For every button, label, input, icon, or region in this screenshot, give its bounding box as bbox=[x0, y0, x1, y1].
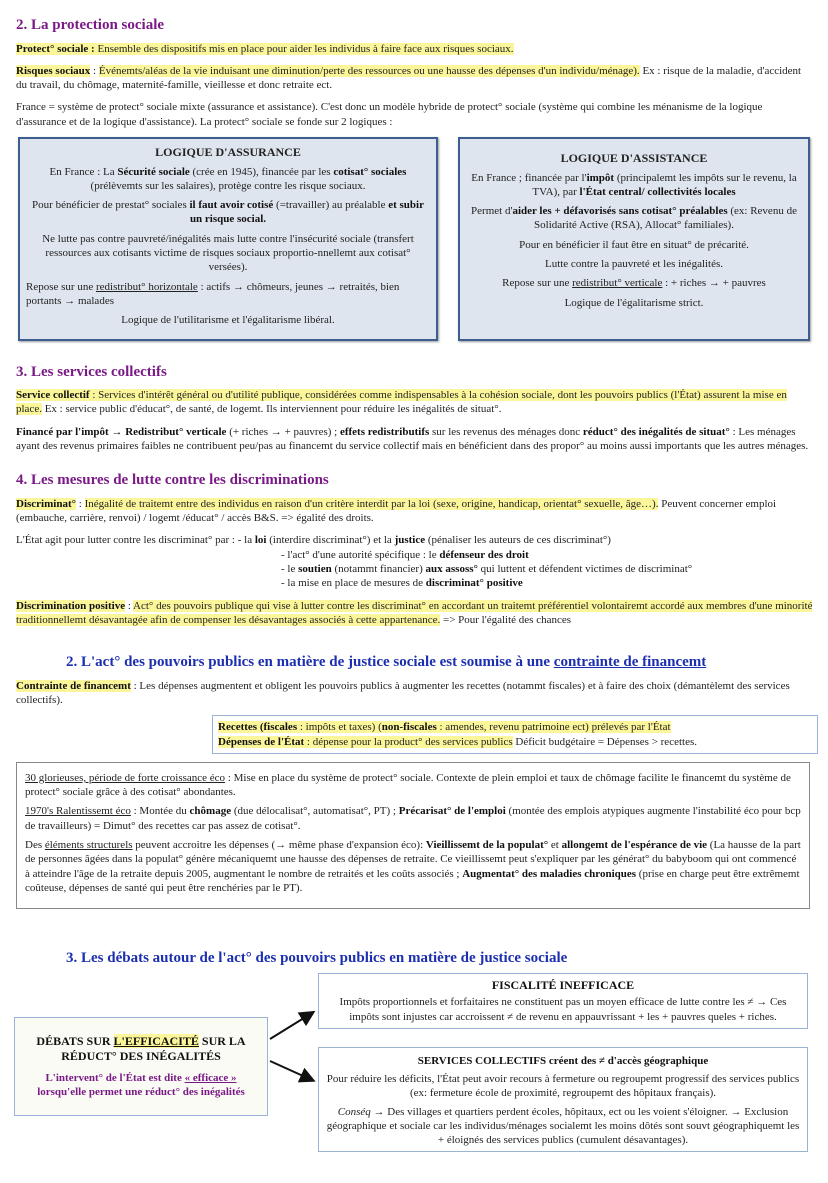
arrow-to-fiscalite-icon bbox=[270, 1013, 312, 1039]
text-segment: impôt bbox=[586, 171, 615, 184]
text-segment: aider les + défavorisés sans cotisat° préalables bbox=[512, 205, 728, 218]
box-services-collectifs-acces bbox=[318, 1047, 808, 1153]
text-segment: discriminat° positive bbox=[425, 577, 523, 590]
text-segment: Recettes (fiscales bbox=[218, 721, 298, 734]
definition-discrimination bbox=[16, 497, 814, 526]
text-segment: Ex : service public d'éducat°, de santé, de logemt. Ils interviennent pour réduire les inégalités de situat°. bbox=[41, 403, 502, 416]
text-segment: (notammt financier) bbox=[331, 562, 426, 575]
box-text bbox=[26, 232, 430, 275]
box-text bbox=[21, 1071, 261, 1100]
text-segment: - l'act° d'une autorité spécifique : le bbox=[281, 548, 440, 561]
paragraph-financement bbox=[16, 425, 814, 454]
text-segment: Discriminat° bbox=[16, 497, 77, 510]
text-segment: => Pour l'égalité des chances bbox=[440, 613, 571, 626]
text-segment: France = système de protect° sociale mixte (assurance et assistance). C'est donc un modèle hybride de protect° sociale (système qui combine les ménanisme de la logique d'assurance et de la logique d'assistance). La protect° sociale se fonde sur 2 logiques : bbox=[16, 101, 763, 128]
text-segment: allongemt de l'espérance de vie bbox=[561, 838, 708, 851]
box-logique-assurance bbox=[18, 137, 438, 341]
text-segment: : Les dépenses augmentent et obligent les pouvoirs publics à augmenter les recettes (notammt fiscales) et à faire des choix (démantèlemt des services collectifs). bbox=[16, 679, 790, 706]
list-item bbox=[281, 576, 814, 590]
text-segment: : bbox=[125, 599, 134, 612]
text-segment: Logique de l'utilitarisme et l'égalitarisme libéral. bbox=[121, 314, 335, 327]
text-segment: peuvent accroitre les dépenses (→ même phase d'expansion éco): bbox=[132, 838, 426, 851]
text-segment: et bbox=[548, 838, 562, 851]
box-text bbox=[466, 238, 802, 252]
text-segment: effets redistributifs bbox=[339, 425, 430, 438]
box-text bbox=[218, 735, 812, 749]
text-part: « efficace » bbox=[184, 1071, 237, 1084]
box-title: FISCALITÉ INEFFICACE bbox=[491, 977, 635, 992]
text-segment: → Des villages et quartiers perdent écoles, hôpitaux, ect ou les voient s'éloigner. → Exclusion géographique et sociale car les individus/ménages socialemt les moins dôtés sont souvt géographiquemt les + éloignés des services publics (cumulent désavantages). bbox=[326, 1105, 800, 1147]
text-segment: - la mise en place de mesures de bbox=[281, 577, 426, 590]
text-segment: et subir un risque social. bbox=[189, 199, 424, 226]
box-text bbox=[466, 296, 802, 310]
title-part: L'EFFICACITÉ bbox=[113, 1033, 199, 1048]
text-segment: défenseur des droit bbox=[439, 548, 529, 561]
box-text: Pour réduire les déficits, l'État peut avoir recours à fermeture ou regroupemt progressif des services publics (ex: fermeture école de proximité, regroupemt des hôpitaux français). bbox=[326, 1072, 800, 1100]
text-segment: (crée en 1945), financée par les bbox=[189, 165, 334, 178]
text-segment: Repose sur une bbox=[26, 280, 96, 293]
box-text bbox=[218, 720, 812, 734]
text-segment: Des bbox=[25, 838, 45, 851]
section-title-discriminations: 4. Les mesures de lutte contre les discriminations bbox=[16, 472, 329, 489]
logiques-row bbox=[18, 137, 810, 341]
text-segment: justice bbox=[394, 534, 426, 547]
section-title-protection-sociale: 2. La protection sociale bbox=[16, 17, 165, 33]
text-segment: Conséq bbox=[337, 1105, 371, 1118]
box-title: LOGIQUE D'ASSISTANCE bbox=[560, 150, 708, 165]
text-segment: Pour en bénéficier il faut être en situat° de précarité. bbox=[519, 238, 749, 251]
text-segment: L'État agit pour lutter contre les discriminat° par : - la bbox=[16, 534, 255, 547]
text-segment: (prélèvemts sur les salaires), protège contre les risque sociaux. bbox=[90, 179, 366, 192]
text-segment: Lutte contre la pauvreté et les inégalités. bbox=[544, 258, 724, 271]
title-text: 2. L'act° des pouvoirs publics en matière de justice sociale est soumise à une bbox=[66, 654, 554, 671]
text-segment: Vieillissemt de la populat° bbox=[425, 838, 549, 851]
text-segment: Protect° sociale : bbox=[16, 42, 95, 55]
box-text bbox=[26, 165, 430, 194]
text-segment: Risques sociaux bbox=[16, 64, 91, 77]
box-text bbox=[25, 804, 801, 833]
text-segment: : Les ménages ayant des revenus primaires faibles ne contribuent peu/pas au financemt du service collectif mais en bénéficient dans des propor° au moins aussi importants que les autres ménages. bbox=[16, 425, 809, 452]
box-contexte-historique bbox=[16, 762, 810, 909]
text-segment: : Montée du bbox=[130, 805, 190, 818]
text-segment: Logique de l'égalitarisme strict. bbox=[564, 296, 704, 309]
title-part: DÉBATS SUR bbox=[36, 1033, 114, 1048]
text-segment: : dépense pour la product° des services publics bbox=[304, 735, 513, 748]
title-part: SUR LA RÉDUCT° DES INÉGALITÉS bbox=[61, 1033, 246, 1064]
text-segment: réduct° des inégalités de situat° bbox=[582, 425, 730, 438]
box-logique-assistance bbox=[458, 137, 810, 341]
box-title: LOGIQUE D'ASSURANCE bbox=[155, 144, 301, 159]
text-segment: aux assoss° bbox=[425, 562, 478, 575]
box-text bbox=[25, 838, 801, 895]
text-segment: Précarisat° de l'emploi bbox=[398, 805, 506, 818]
text-segment: - le bbox=[281, 562, 299, 575]
text-segment: (prise en charge peut être extrêmemt coûteuse, dépenses de santé qui peut être renchéries par le PT). bbox=[25, 867, 800, 894]
text-segment: Dépenses de l'État bbox=[218, 735, 305, 748]
text-segment: redistribut° verticale bbox=[572, 277, 663, 290]
title-underlined: contrainte de financemt bbox=[553, 654, 707, 671]
text-segment: En France : La bbox=[49, 165, 118, 178]
box-text bbox=[26, 280, 430, 309]
list-item bbox=[281, 548, 814, 562]
text-segment: : bbox=[90, 64, 99, 77]
definition-contrainte-financement bbox=[16, 679, 814, 708]
text-segment: éléments structurels bbox=[44, 838, 133, 851]
text-segment: Act° des pouvoirs publique qui vise à lutter contre les discriminat° en accordant un traitemt préférentiel volontairemt accordé aux membres d'une minorité traditionnellemt désavantagée afin de compenser les désavantages associés à cette appartenance. bbox=[16, 599, 813, 626]
box-text bbox=[25, 771, 801, 800]
section-title-debats: 3. Les débats autour de l'act° des pouvoirs publics en matière de justice sociale bbox=[66, 950, 568, 967]
list-item bbox=[281, 562, 814, 576]
box-text bbox=[466, 171, 802, 200]
text-segment: Pour bénéficier de prestat° sociales bbox=[32, 199, 190, 212]
text-segment: non-fiscales bbox=[381, 721, 437, 734]
box-recettes-depenses bbox=[212, 715, 818, 754]
box-text: Impôts proportionnels et forfaitaires ne constituent pas un moyen efficace de lutte contre les ≠ → Ces impôts sont injustes car accroissent ≠ de revenu en appauvrissant + les + pauvres queles + riches. bbox=[339, 996, 787, 1023]
text-segment: l'État central/ collectivités locales bbox=[579, 185, 736, 198]
text-segment: 1970's Ralentissemt éco bbox=[25, 805, 131, 818]
section-title-contrainte-financement bbox=[66, 653, 814, 673]
text-segment: Déficit budgétaire = Dépenses > recettes. bbox=[512, 735, 697, 748]
text-segment: Contrainte de financemt bbox=[16, 679, 131, 692]
text-segment: loi bbox=[254, 534, 267, 547]
text-part: L'intervent° de l'État est dite bbox=[45, 1071, 185, 1084]
text-segment: Financé par l'impôt → Redistribut° verticale bbox=[16, 425, 227, 438]
text-segment: (montée des emplois atypiques augmente l'instabilité éco pour bcp de travailleurs) = Dimut° des recettes car pas assez de cotisat°. bbox=[25, 805, 801, 832]
text-segment: : Mise en place du système de protect° sociale. Contexte de plein emploi et taux de chômage facilite le financemt du système de protect° sociale grâce à des cotisat° abondantes. bbox=[25, 771, 791, 799]
title-part: SERVICES COLLECTIFS bbox=[417, 1054, 547, 1067]
text-segment: : Services d'intérêt général ou d'utilité publique, considérées comme indispensables à la cohésion sociale, dont les pouvoirs publics (l'État) assurent la mise en place. bbox=[16, 389, 787, 416]
debats-diagram bbox=[16, 973, 814, 1163]
box-text bbox=[466, 204, 802, 233]
box-text bbox=[466, 276, 802, 290]
text-segment: qui luttent et défendent victimes de discriminat° bbox=[477, 562, 693, 575]
text-segment: : actifs → chômeurs, jeunes → retraités, bien portants → malades bbox=[26, 280, 400, 307]
text-segment: (=travailler) au préalable bbox=[273, 199, 389, 212]
definition-risques-sociaux bbox=[16, 64, 814, 93]
section-title-services-collectifs: 3. Les services collectifs bbox=[16, 363, 167, 380]
text-segment: (pénaliser les auteurs de ces discriminat°) bbox=[425, 534, 611, 547]
text-segment: cotisat° sociales bbox=[333, 165, 407, 178]
text-segment: (principalemt les impôts sur le revenu, la TVA), par bbox=[532, 171, 797, 198]
box-title bbox=[324, 1054, 802, 1068]
text-segment: il faut avoir cotisé bbox=[189, 199, 274, 212]
text-segment: (interdire discriminat°) et la bbox=[266, 534, 395, 547]
arrows bbox=[266, 1003, 321, 1093]
text-segment: redistribut° horizontale bbox=[95, 280, 198, 293]
box-text bbox=[466, 257, 802, 271]
box-text bbox=[26, 313, 430, 327]
box-text bbox=[324, 1105, 802, 1148]
text-segment: Discrimination positive bbox=[16, 599, 126, 612]
box-text bbox=[26, 198, 430, 227]
text-segment: Événemts/aléas de la vie induisant une diminution/perte des ressources ou une hausse des dépenses d'un individu/ménage). bbox=[98, 64, 640, 77]
text-segment: 30 glorieuses, période de forte croissance éco bbox=[25, 771, 226, 784]
text-segment: soutien bbox=[298, 562, 332, 575]
text-segment: : bbox=[76, 497, 85, 510]
box-fiscalite-inefficace bbox=[318, 973, 808, 1029]
definition-service-collectif bbox=[16, 388, 814, 417]
text-segment: Peuvent concerner emploi (embauche, carrière, renvoi) / logemt /éducat° / accès B&S. => égalité des droits. bbox=[16, 497, 777, 525]
text-segment: : + riches → + pauvres bbox=[662, 277, 766, 290]
text-segment: Ensemble des dispositifs mis en place pour aider les individus à faire face aux risques sociaux. bbox=[94, 42, 514, 55]
text-segment: Permet d' bbox=[471, 205, 513, 218]
text-segment: : amendes, revenu patrimoine ect) prélevés par l'État bbox=[436, 721, 671, 734]
text-segment: sur les revenus des ménages donc bbox=[429, 425, 583, 438]
text-part: lorsqu'elle permet une réduct° des inégalités bbox=[37, 1086, 245, 1099]
text-segment: : impôts et taxes) ( bbox=[297, 721, 382, 734]
definition-discrimination-positive bbox=[16, 599, 814, 628]
list-item bbox=[16, 533, 814, 547]
text-segment: Augmentat° des maladies chroniques bbox=[462, 867, 637, 880]
text-segment: (due délocalisat°, automatisat°, PT) ; bbox=[231, 805, 399, 818]
box-debats-efficacite bbox=[14, 1017, 268, 1117]
text-segment: (+ riches → + pauvres) ; bbox=[226, 425, 340, 438]
text-segment: Ex : risque de la maladie, d'accident du travail, du chômage, maternité-famille, vieillesse et donc retraite ect. bbox=[16, 64, 802, 92]
text-segment: Sécurité sociale bbox=[117, 165, 190, 178]
paragraph-systeme-mixte bbox=[16, 100, 814, 129]
text-segment: Repose sur une bbox=[502, 277, 573, 290]
text-segment: (ex: Revenu de Solidarité Active (RSA), Allocat° familiales). bbox=[534, 205, 797, 232]
box-title bbox=[21, 1034, 261, 1065]
text-segment: Ne lutte pas contre pauvreté/inégalités mais lutte contre l'insécurité sociale (transfert ressources aux cotisants victime de risques sociaux proportio-nnellemt aux cotisat° versées). bbox=[42, 232, 414, 274]
etat-actions-list bbox=[16, 533, 814, 590]
text-segment: chômage bbox=[189, 805, 232, 818]
definition-protection-sociale bbox=[16, 42, 814, 56]
text-segment: (La hausse de la part de personnes âgées dans la populat° génère mécaniquemt une hausse des dépenses de retraite. Ce vieillissemt peut s'expliquer par les générat° du babyboom qui ont commencé à atteindre l'âge de la retraite depuis 2005, augmentant le nombre de retraités et les coûts associés ; bbox=[25, 838, 801, 880]
title-part: créent des ≠ d'accès géographique bbox=[546, 1054, 709, 1067]
text-segment: Inégalité de traitemt entre des individus en raison d'un critère interdit par la loi (sexe, origine, handicap, orientat° sexuelle, âge…). bbox=[84, 497, 659, 510]
arrow-to-services-icon bbox=[270, 1061, 312, 1080]
text-segment: En France ; financée par l' bbox=[471, 171, 587, 184]
text-segment: Service collectif bbox=[16, 389, 90, 402]
